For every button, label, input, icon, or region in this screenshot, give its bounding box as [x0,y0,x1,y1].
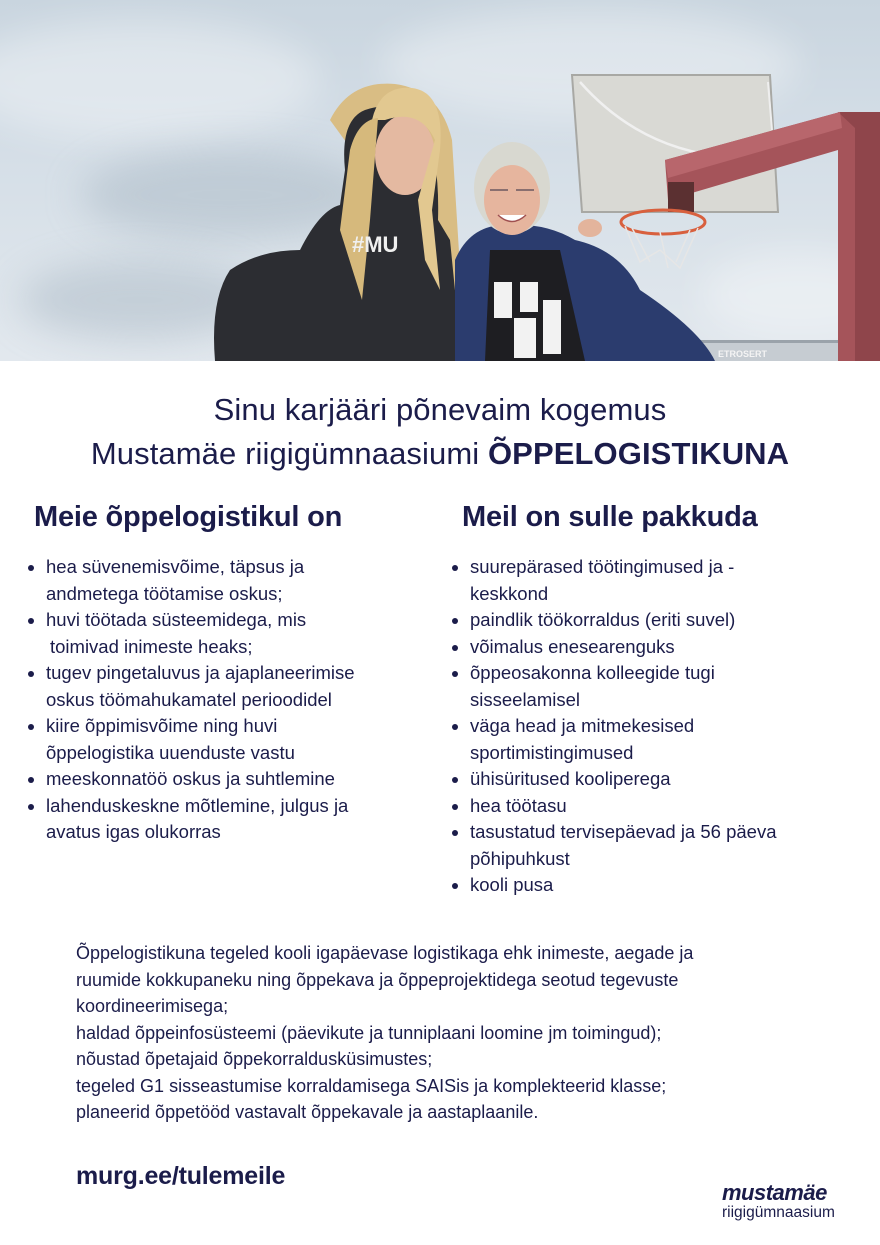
list-item: õppeosakonna kolleegide tugi sisseelamisel [452,660,862,713]
shirt-logo: #MU [352,232,399,257]
building-sign: ETROSERT [718,349,768,359]
list-item: huvi töötada süsteemidega, mis toimivad inimeste heaks; [28,607,434,660]
description-line: nõustad õpetajaid õppekorraldusküsimustes; [76,1049,433,1069]
list-item: lahenduskeskne mõtlemine, julgus ja avatus igas olukorras [28,793,434,846]
benefits-list [452,554,862,899]
list-item: paindlik töökorraldus (eriti suvel) [452,607,862,634]
list-item: meeskonnatöö oskus ja suhtlemine [28,766,434,793]
logo-wordmark: mustamäe [722,1180,827,1205]
title-position: ÕPPELOGISTIKUNA [487,436,790,471]
list-item: tugev pingetaluvus ja ajaplaneerimise oskus töömahukamatel perioodidel [28,660,434,713]
description-line: ruumide kokkupaneku ning õppekava ja õppeprojektidega seotud tegevuste [76,969,679,990]
description-line: Õppelogistikuna tegeled kooli igapäevase logistikaga ehk inimeste, aegade ja [76,943,694,963]
requirements-list [28,554,434,846]
list-item: kooli pusa [452,872,862,899]
title-block [0,388,880,476]
hero-photo [0,0,880,361]
list-item: hea töötasu [452,793,862,820]
title-line-2 [0,432,880,476]
description-line: planeerid õppetööd vastavalt õppekavale ja aastaplaanile. [76,1102,539,1122]
benefits-column [462,497,862,899]
hero-illustration [0,0,880,361]
list-item: ühisüritused kooliperega [452,766,862,793]
requirements-heading: Meie õppelogistikul on [34,501,343,533]
list-item: hea süvenemisvõime, täpsus ja andmetega töötamise oskus; [28,554,434,607]
list-item: tasustatud tervisepäevad ja 56 päeva põhipuhkust [452,819,862,872]
school-logo [722,1182,862,1221]
benefits-heading: Meil on sulle pakkuda [462,501,758,533]
requirements-column [34,497,434,846]
title-school-name: Mustamäe riigigümnaasiumi [90,436,488,471]
logo-subtitle: riigigümnaasium [722,1204,835,1221]
list-item: võimalus enesearenguks [452,634,862,661]
list-item: suurepärased töötingimused ja - keskkond [452,554,862,607]
description-line: tegeled G1 sisseastumise korraldamisega SAISis ja komplekteerid klasse; [76,1075,667,1096]
title-line-1: Sinu karjääri põnevaim kogemus [213,392,667,427]
apply-link[interactable]: murg.ee/tulemeile [76,1162,286,1190]
description-line: haldad õppeinfosüsteemi (päevikute ja tunniplaani loomine jm toimingud); [76,1022,662,1043]
list-item: kiire õppimisvõime ning huvi õppelogistika uuenduste vastu [28,713,434,766]
job-description [76,940,856,1126]
description-line: koordineerimisega; [76,996,229,1016]
list-item: väga head ja mitmekesised sportimistingimused [452,713,862,766]
